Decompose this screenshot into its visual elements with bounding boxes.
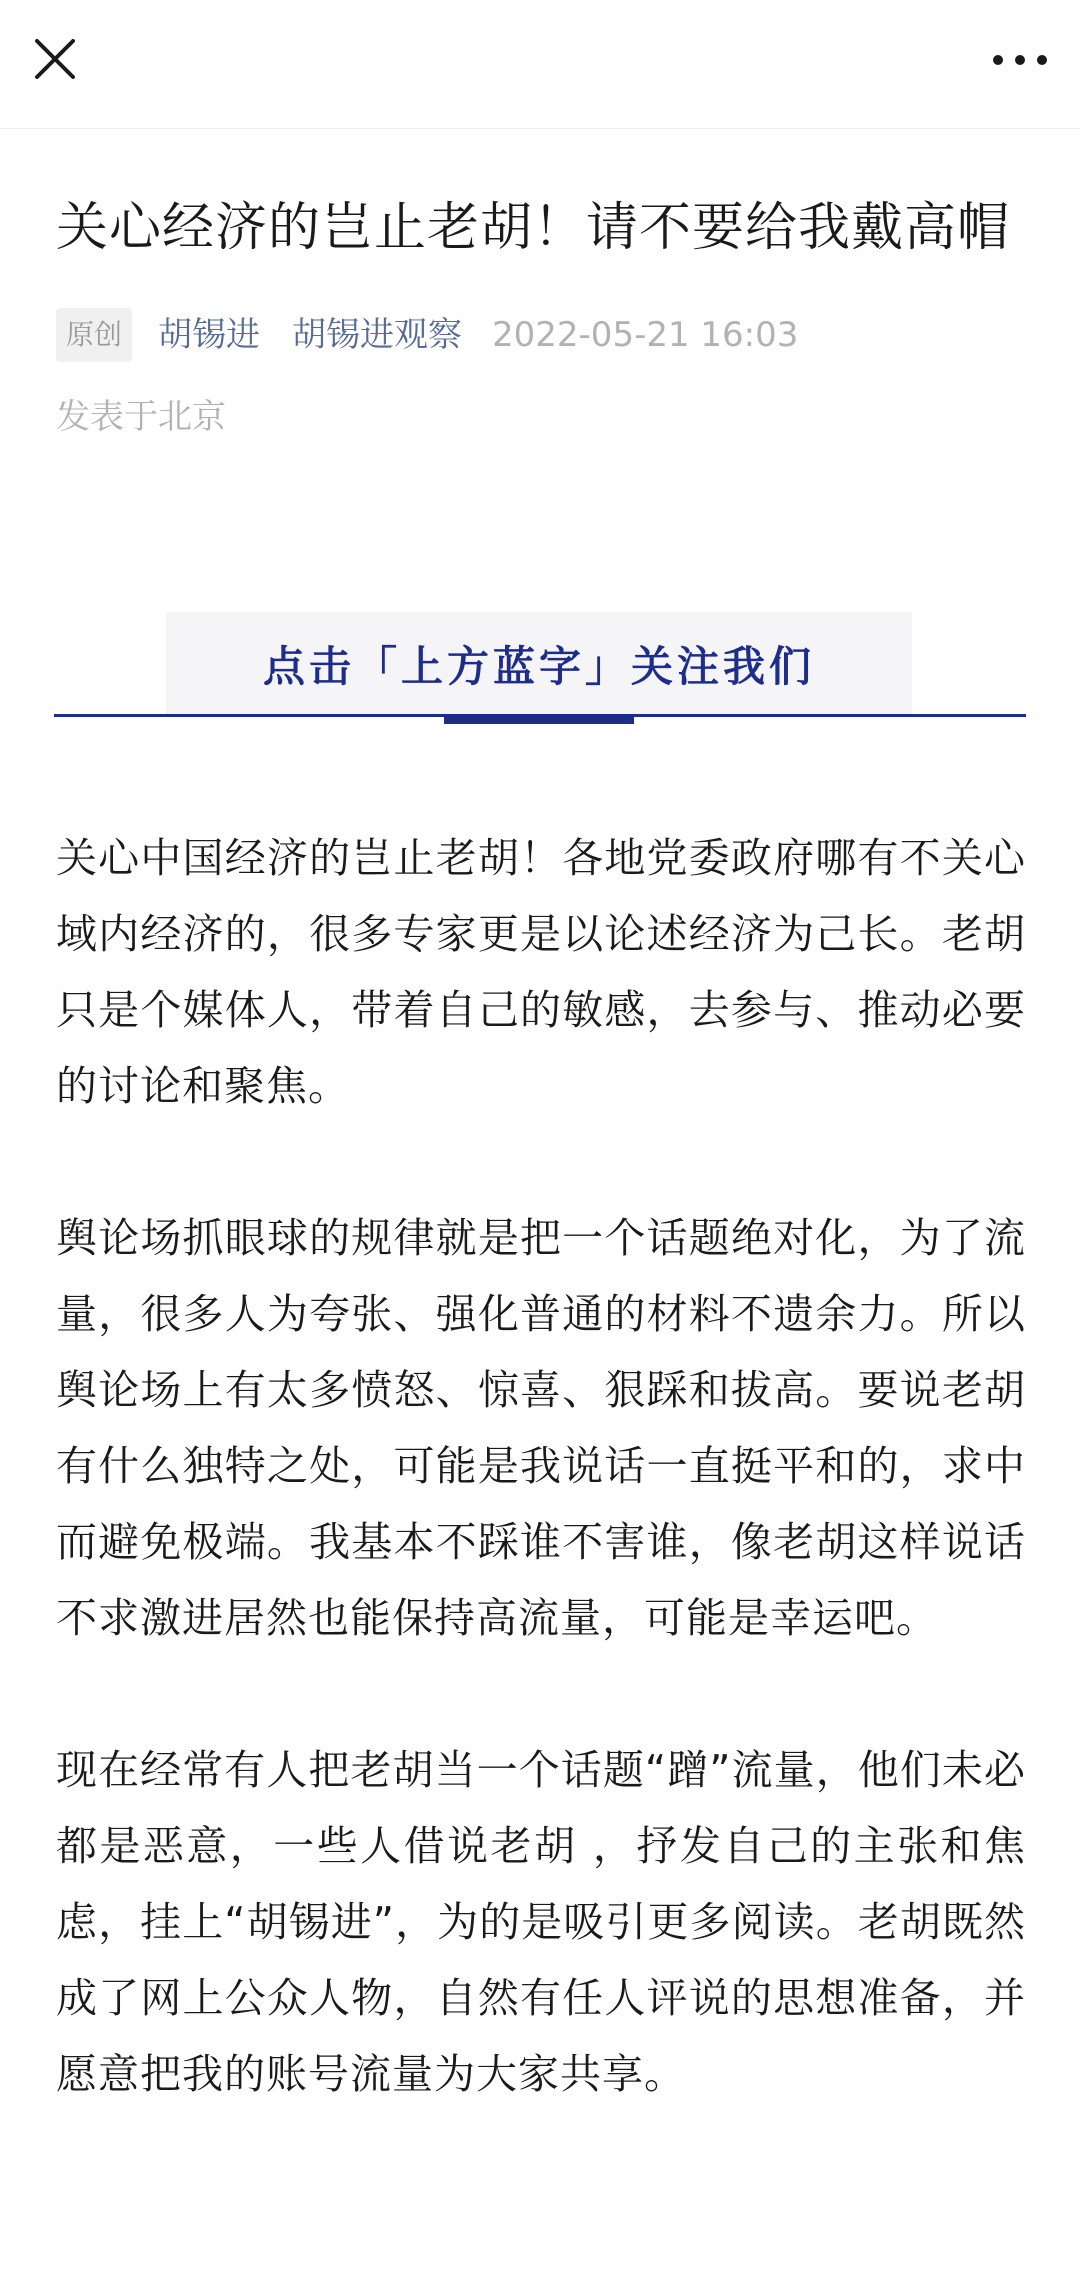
paragraph: 现在经常有人把老胡当一个话题“蹭”流量，他们未必都是恶意，一些人借说老胡 ，抒发自己的主张和焦虑，挂上“胡锡进”，为的是吸引更多阅读。老胡既然成了网上公众人物，自然有任人评说的思想准备，并愿意把我的账号流量为大家共享。 xyxy=(56,1746,1026,2098)
more-icon[interactable] xyxy=(988,38,1052,82)
article-title: 关心经济的岂止老胡！请不要给我戴高帽 xyxy=(56,198,1011,258)
article-body xyxy=(56,820,1026,2188)
publish-datetime: 2022-05-21 16:03 xyxy=(492,315,799,355)
top-bar xyxy=(0,0,1080,129)
original-badge: 原创 xyxy=(56,308,132,362)
paragraph: 关心中国经济的岂止老胡！各地党委政府哪有不关心域内经济的，很多专家更是以论述经济为己长。老胡只是个媒体人，带着自己的敏感，去参与、推动必要的讨论和聚焦。 xyxy=(56,834,1026,1110)
follow-button[interactable] xyxy=(166,612,912,716)
article-header xyxy=(56,190,1026,440)
account-link[interactable]: 胡锡进观察 xyxy=(292,315,463,355)
article-meta xyxy=(56,308,1026,362)
follow-text: 点击「上方蓝字」关注我们 xyxy=(262,642,815,691)
divider-accent xyxy=(444,714,634,724)
paragraph: 舆论场抓眼球的规律就是把一个话题绝对化，为了流量，很多人为夸张、强化普通的材料不遗余力。所以舆论场上有太多愤怒、惊喜、狠踩和拔高。要说老胡有什么独特之处，可能是我说话一直挺平和的，求中而避免极端。我基本不踩谁不害谁，像老胡这样说话不求激进居然也能保持高流量，可能是幸运吧。 xyxy=(56,1214,1026,1642)
follow-banner xyxy=(54,612,1026,730)
author-name: 胡锡进 xyxy=(158,315,261,355)
publish-location: 发表于北京 xyxy=(56,397,226,437)
close-icon[interactable] xyxy=(30,34,80,84)
